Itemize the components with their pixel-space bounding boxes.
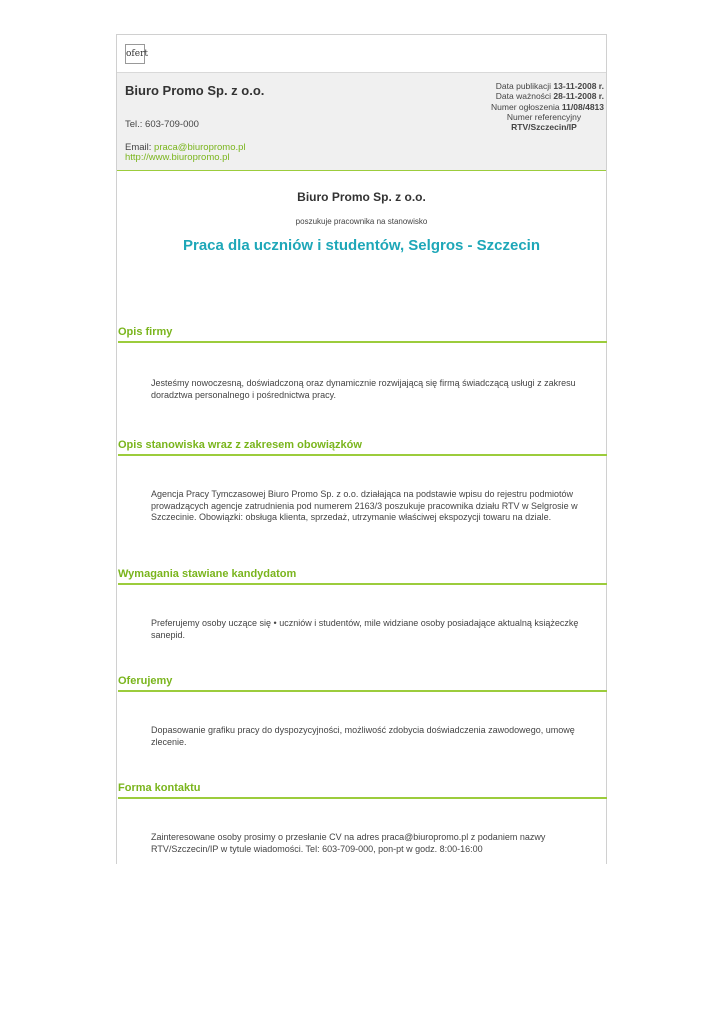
section-heading-company: Opis firmy [118, 326, 607, 343]
reference-number-value: RTV/Szczecin/IP [511, 122, 577, 133]
subtitle: poszukuje pracownika na stanowisko [295, 217, 428, 226]
offer-meta [424, 81, 604, 132]
section-heading-position: Opis stanowiska wraz z zakresem obowiązków [118, 439, 607, 456]
section-text-contact: Zainteresowane osoby prosimy o przesłanie CV na adres praca@biuropromo.pl z podaniem nazwy RTV/Szczecin/IP w tytule wiadomości. Tel: 603-709-000, pon-pt w godz. 8:00-16:00 [151, 832, 546, 854]
company-name: Biuro Promo Sp. z o.o. [125, 83, 265, 98]
publication-date-label: Data publikacji [495, 81, 554, 91]
email-label: Email: [125, 142, 155, 153]
section-text-position: Agencja Pracy Tymczasowej Biuro Promo Sp. z o.o. działająca na podstawie wpisu do rejestru podmiotów prowadzących agencje zatrudnienia pod numerem 2163/3 poszukuje pracownika działu RTV w Selgrosie w Szczecinie. Obowiązki: obsługa klienta, sprzedaż, utrzymanie właściwej ekspozycji towaru na dziale. [151, 489, 578, 522]
reference-number-label: Numer referencyjny [506, 111, 582, 122]
section-heading-offer: Oferujemy [118, 675, 607, 692]
section-text-company: Jesteśmy nowoczesną, doświadczoną oraz dynamicznie rozwijającą się firmą świadczącą usługi z zakresu doradztwa personalnego i pośrednictwa pracy. [151, 378, 576, 400]
expiry-date-value: 28-11-2008 r. [553, 91, 604, 102]
expiry-date [424, 91, 604, 101]
company-header [117, 73, 606, 171]
publication-date-value: 13-11-2008 r. [553, 81, 604, 91]
expiry-date-label: Data ważności [495, 91, 554, 102]
offer-number-label: Numer ogłoszenia [491, 101, 562, 112]
section-heading-requirements: Wymagania stawiane kandydatom [118, 568, 607, 585]
email-link[interactable]: praca@biuropromo.pl [154, 142, 246, 153]
section-heading-contact: Forma kontaktu [118, 782, 607, 799]
offer-number [424, 102, 604, 112]
job-title: Praca dla uczniów i studentów, Selgros - Szczecin [182, 237, 541, 254]
logo-bar [117, 35, 606, 73]
section-text-requirements: Preferujemy osoby uczące się • uczniów i studentów, mile widziane osoby posiadające aktualną książeczkę sanepid. [151, 618, 579, 640]
offer-number-value: 11/08/4813 [561, 101, 604, 112]
website-link[interactable]: http://www.biuropromo.pl [125, 152, 230, 163]
phone-number: Tel.: 603-709-000 [125, 119, 199, 130]
logo: ofert [125, 44, 145, 64]
job-offer-page [116, 34, 607, 864]
main-company-name: Biuro Promo Sp. z o.o. [297, 190, 426, 204]
section-text-offer: Dopasowanie grafiku pracy do dyspozycyjności, możliwość zdobycia doświadczenia zawodowego, umowę zlecenie. [151, 725, 575, 747]
website-line [125, 152, 230, 163]
publication-date [424, 81, 604, 91]
